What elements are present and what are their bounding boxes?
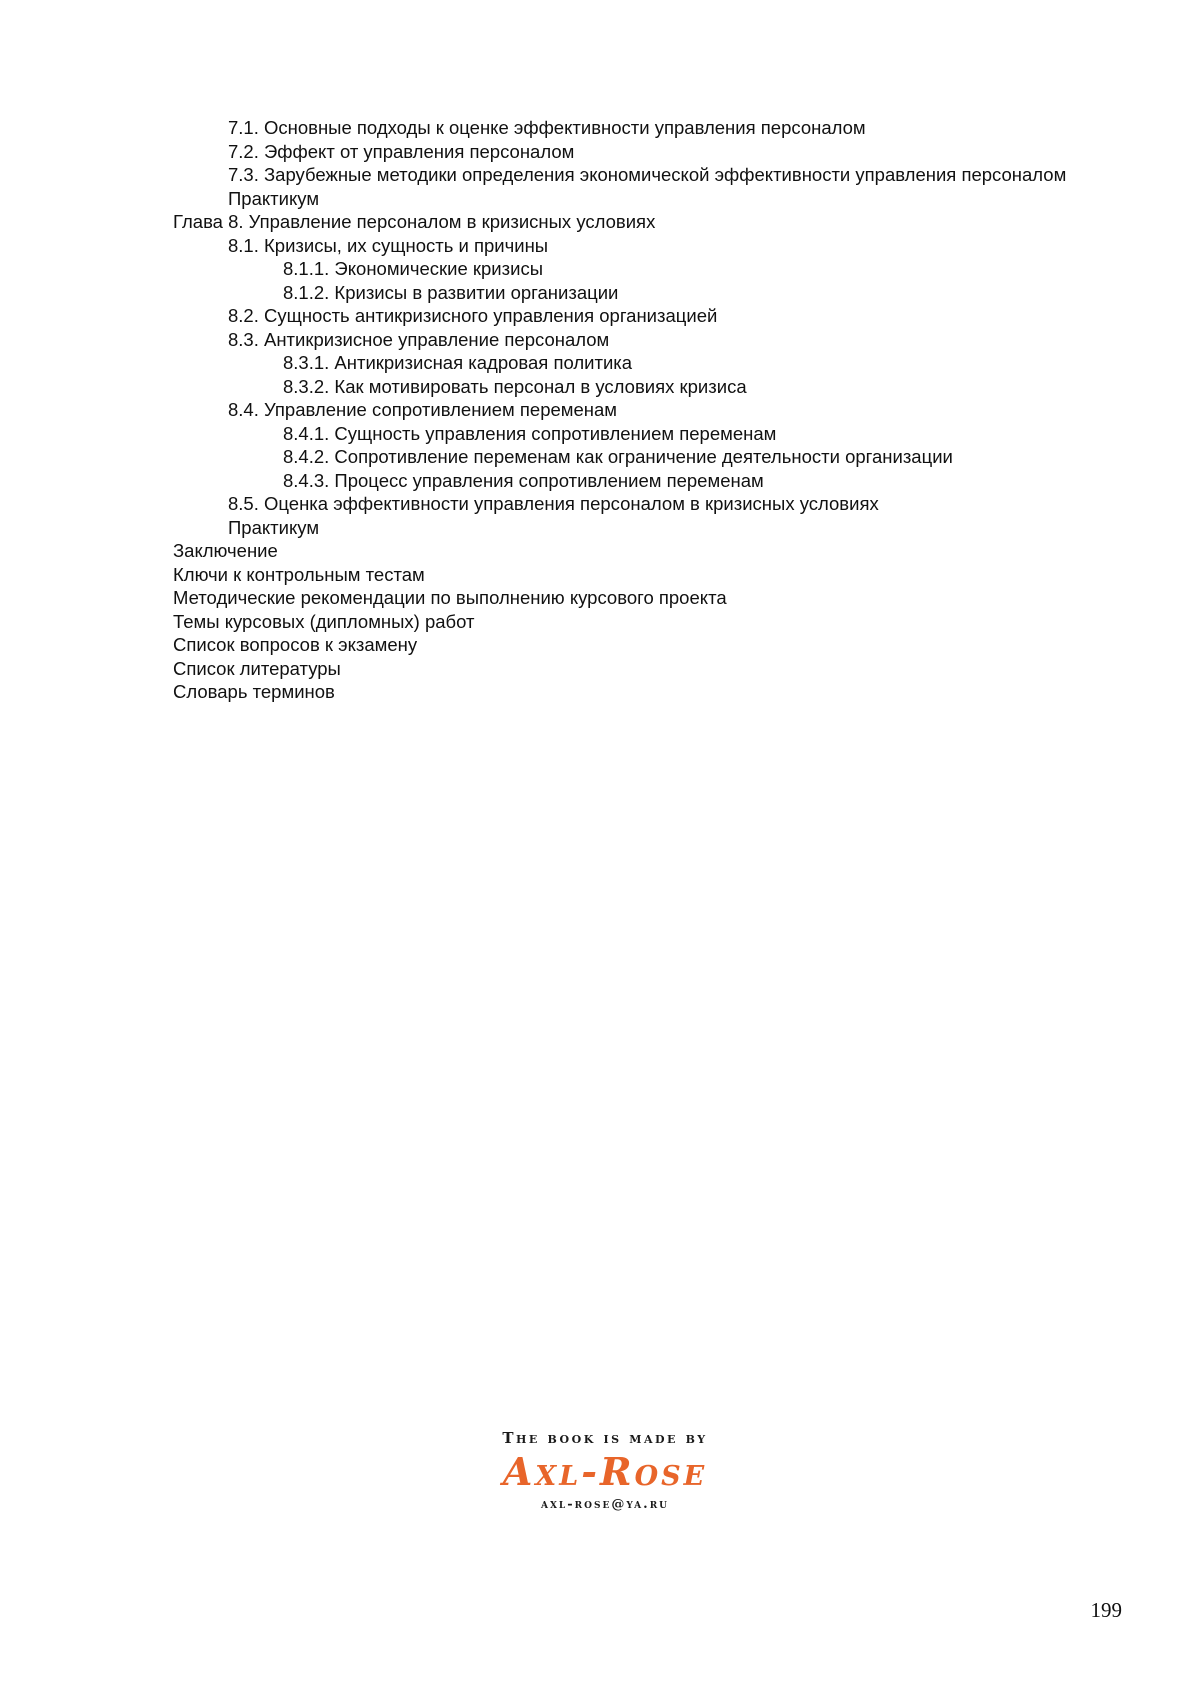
toc-entry-glossary[interactable]: Словарь терминов bbox=[173, 681, 335, 702]
toc-entry-course-project-guide[interactable]: Методические рекомендации по выполнению курсового проекта bbox=[173, 587, 727, 608]
toc-entry-exam-questions[interactable]: Список вопросов к экзамену bbox=[173, 634, 418, 655]
toc-entry-8-2[interactable]: 8.2. Сущность антикризисного управления организацией bbox=[228, 305, 718, 326]
toc-entry-practicum-7[interactable]: Практикум bbox=[228, 187, 320, 209]
toc-entry-8-4[interactable]: 8.4. Управление сопротивлением переменам bbox=[228, 399, 618, 420]
toc-entry-8-4-3[interactable]: 8.4.3. Процесс управления сопротивлением переменам bbox=[283, 469, 764, 491]
toc-entry-8-1-2[interactable]: 8.1.2. Кризисы в развитии организации bbox=[283, 281, 619, 303]
maker-logo bbox=[440, 1428, 770, 1514]
toc-entry-test-keys[interactable]: Ключи к контрольным тестам bbox=[173, 563, 425, 585]
logo-brand: Axl-Rose bbox=[502, 1449, 708, 1494]
toc-entry-practicum-8[interactable]: Практикум bbox=[228, 516, 320, 538]
toc-entry-thesis-topics[interactable]: Темы курсовых (дипломных) работ bbox=[173, 610, 475, 632]
toc-entry-8-4-1[interactable]: 8.4.1. Сущность управления сопротивлением переменам bbox=[283, 422, 777, 444]
toc-entry-8-1-1[interactable]: 8.1.1. Экономические кризисы bbox=[283, 258, 543, 279]
toc-entry-7-2[interactable]: 7.2. Эффект от управления персоналом bbox=[228, 140, 575, 162]
toc-entry-8-3-2[interactable]: 8.3.2. Как мотивировать персонал в условиях кризиса bbox=[283, 375, 747, 397]
toc-entry-conclusion[interactable]: Заключение bbox=[173, 540, 278, 561]
page-number: 199 bbox=[1090, 1598, 1122, 1622]
toc-entry-8-3-1[interactable]: 8.3.1. Антикризисная кадровая политика bbox=[283, 352, 633, 373]
toc-entry-7-3[interactable]: 7.3. Зарубежные методики определения экономической эффективности управления персоналом bbox=[228, 164, 1067, 185]
toc-entry-bibliography[interactable]: Список литературы bbox=[173, 657, 341, 679]
toc-entry-8-3[interactable]: 8.3. Антикризисное управление персоналом bbox=[228, 328, 610, 350]
toc-entry-8-1[interactable]: 8.1. Кризисы, их сущность и причины bbox=[228, 234, 549, 256]
toc-entry-8-4-2[interactable]: 8.4.2. Сопротивление переменам как ограничение деятельности организации bbox=[283, 446, 953, 467]
logo-email: axl-rose@ya.ru bbox=[540, 1497, 670, 1512]
table-of-contents bbox=[173, 116, 1123, 704]
toc-entry-8-5[interactable]: 8.5. Оценка эффективности управления персоналом в кризисных условиях bbox=[228, 493, 879, 514]
logo-made-by: The book is made by bbox=[502, 1429, 708, 1447]
toc-entry-chapter-8[interactable]: Глава 8. Управление персоналом в кризисных условиях bbox=[173, 211, 656, 232]
toc-entry-7-1[interactable]: 7.1. Основные подходы к оценке эффективности управления персоналом bbox=[228, 117, 866, 138]
